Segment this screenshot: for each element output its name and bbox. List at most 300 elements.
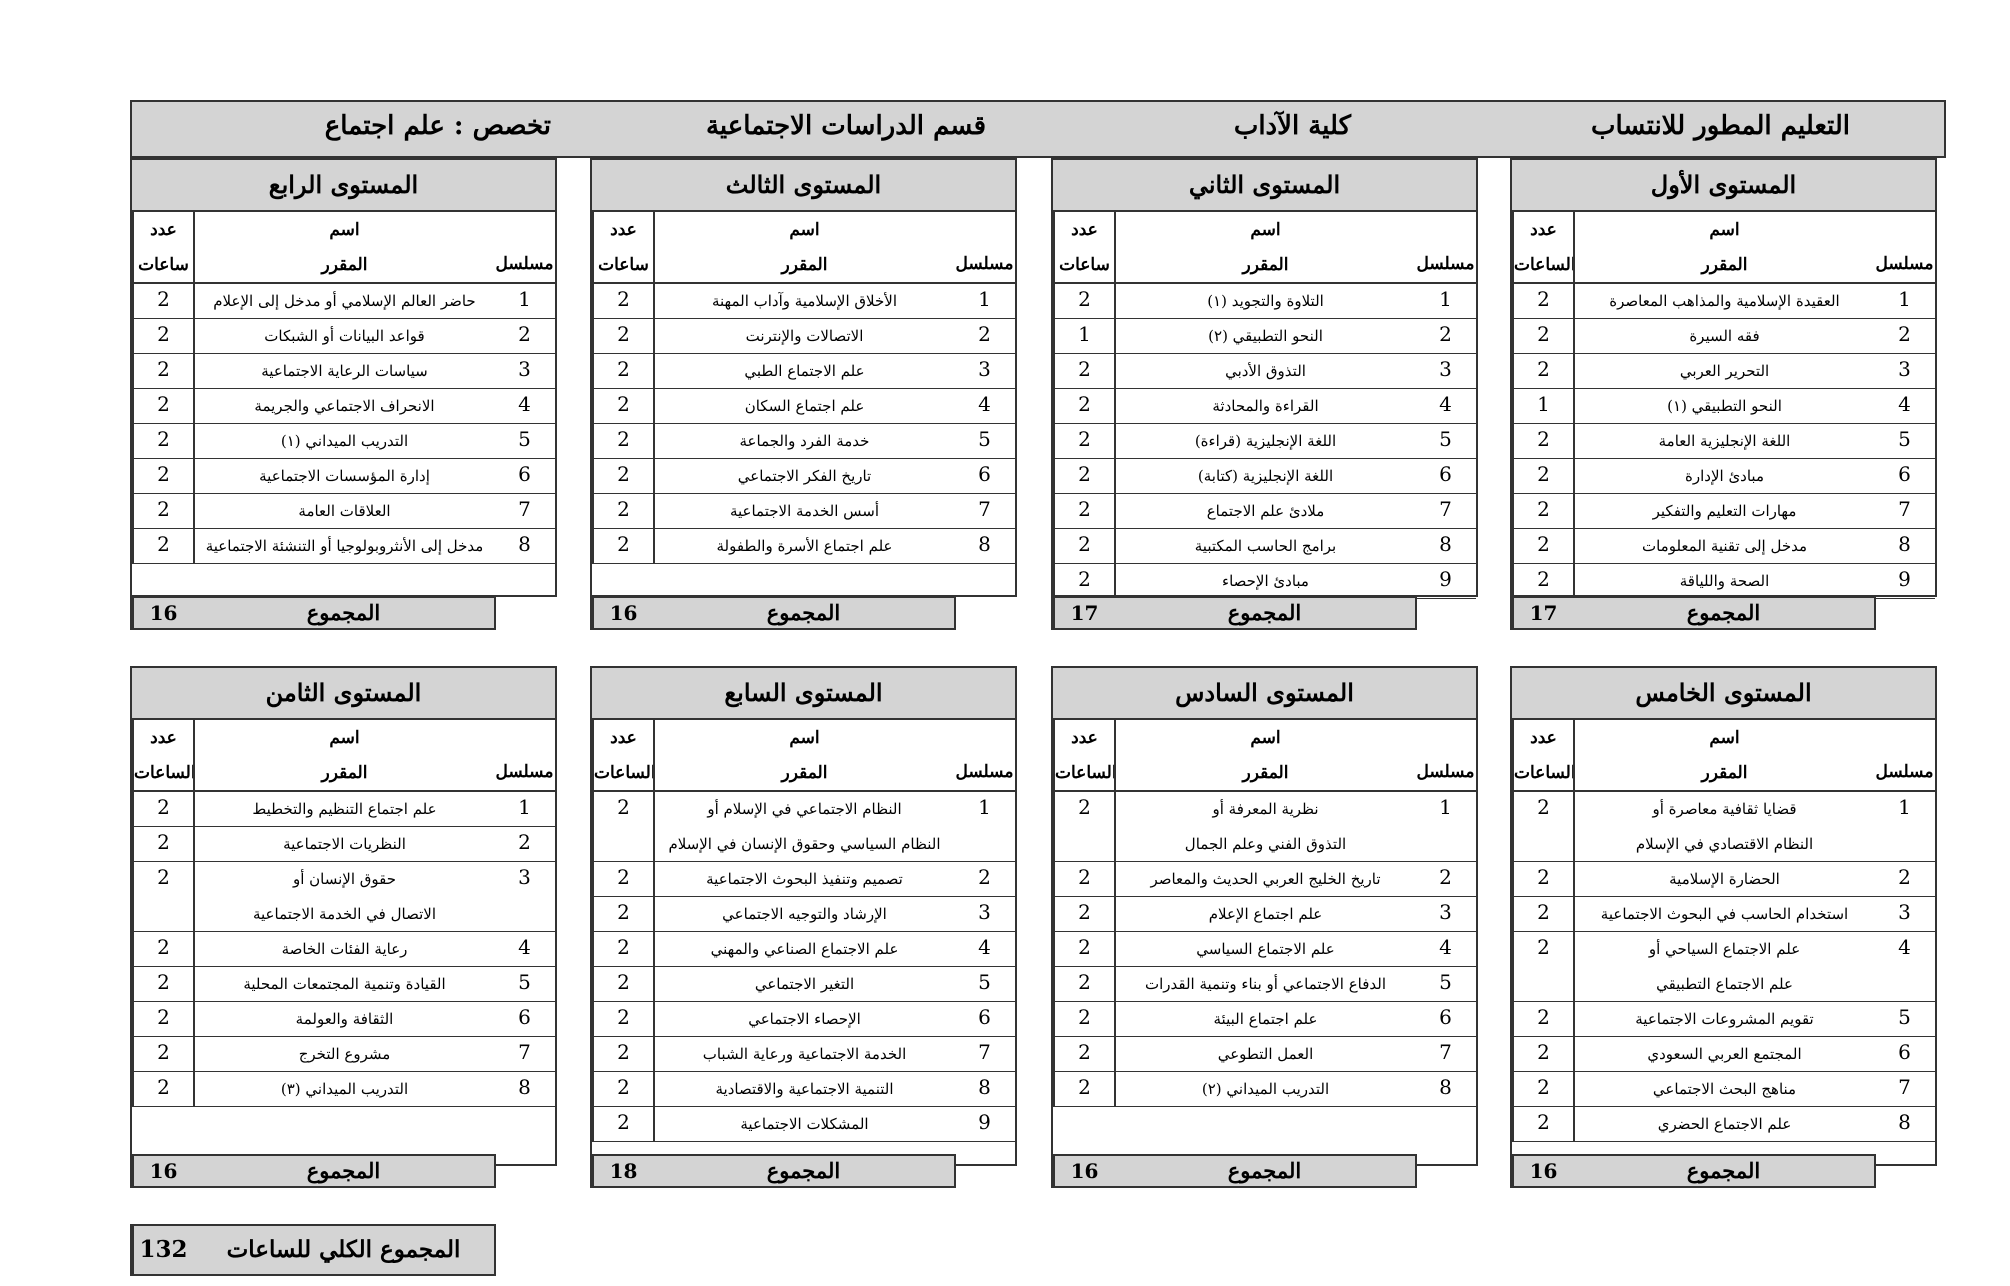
course-row [1053,967,1476,1002]
level-table [130,158,557,597]
course-name-line1: التلاوة والتجويد (١) [1207,292,1324,310]
course-hours: 2 [1053,1002,1114,1036]
course-row [1512,1107,1935,1142]
course-name-line1: علم الاجتماع الحضري [1657,1115,1792,1133]
course-name [1114,897,1415,931]
course-name-line1: علم اجتماع البيئة [1213,1010,1318,1028]
hours-header [592,212,653,282]
course-row [1053,319,1476,354]
course-row [592,897,1015,932]
course-name-line1: علم الاجتماع السياسي [1196,940,1335,958]
course-serial: 1 [978,795,991,819]
name-header [193,720,494,790]
course-name [1114,284,1415,318]
hours-header [1512,212,1576,282]
major-title: تخصص : علم اجتماع [324,111,551,141]
course-serial: 8 [1439,532,1452,556]
hours-header-line1: عدد [1071,219,1098,240]
hours-header-line2: ساعات [598,254,649,275]
course-serial: 6 [1439,1005,1452,1029]
course-hours: 2 [132,1072,193,1106]
course-serial: 6 [518,462,531,486]
course-row [1053,529,1476,564]
course-name-line1: استخدام الحاسب في البحوث الاجتماعية [1600,905,1849,923]
course-row [1053,932,1476,967]
course-name-line1: التحرير العربي [1679,362,1770,380]
course-name [193,424,494,458]
course-serial: 7 [978,1040,991,1064]
course-name-line1: التذوق الأدبي [1225,362,1306,380]
course-name [1114,529,1415,563]
course-serial: 5 [518,427,531,451]
level-total-value: 16 [132,598,193,628]
course-serial: 7 [1439,497,1452,521]
name-header-line2: المقرر [1242,762,1289,783]
hours-header-line1: عدد [610,219,637,240]
course-name-line1: تقويم المشروعات الاجتماعية [1635,1010,1814,1028]
name-header-line2: المقرر [1701,254,1748,275]
course-hours: 2 [592,967,653,1001]
course-name-line2: علم الاجتماع التطبيقي [1656,974,1793,993]
serial-header-line2: مسلسل [1875,762,1934,782]
serial-header [1874,212,1935,282]
level-table [1510,666,1937,1166]
course-name-line2: النظام السياسي وحقوق الإنسان في الإسلام [668,834,941,853]
course-name-line1: التدريب الميداني (٣) [280,1080,409,1098]
level-total-label: المجموع [1686,1158,1761,1183]
course-name-line1: العلاقات العامة [298,502,391,520]
course-hours: 2 [1512,792,1573,861]
course-name-line1: مبادئ الإدارة [1685,467,1764,485]
course-name-line1: الإحصاء الاجتماعي [748,1010,861,1028]
level-table [590,666,1017,1166]
course-hours: 2 [1053,354,1114,388]
hours-header-line2: الساعات [594,762,656,783]
course-serial: 8 [518,532,531,556]
course-serial: 3 [1898,357,1911,381]
course-serial: 2 [518,322,531,346]
course-serial: 8 [978,1075,991,1099]
course-serial: 8 [518,1075,531,1099]
program-title: التعليم المطور للانتساب [1591,111,1850,141]
course-name-line1: مشروع التخرج [298,1045,391,1063]
course-serial: 7 [518,497,531,521]
course-name-line1: حاضر العالم الإسلامي أو مدخل إلى الإعلام [213,292,476,310]
course-name-line1: النظام الاجتماعي في الإسلام أو [707,800,902,819]
course-row [1512,862,1935,897]
level-total-value: 17 [1053,598,1114,628]
hours-header-line1: عدد [1530,727,1557,748]
course-hours: 2 [1053,932,1114,966]
course-hours: 2 [1512,897,1573,931]
course-row [1053,897,1476,932]
name-header [193,212,494,282]
course-name [653,1107,954,1141]
course-rows [592,284,1015,564]
hours-header-line2: الساعات [134,762,196,783]
course-row [592,354,1015,389]
column-headers [592,720,1015,792]
course-name [1573,494,1874,528]
course-serial: 3 [978,357,991,381]
course-name [653,284,954,318]
grand-total-bar [130,1224,496,1276]
course-row [592,862,1015,897]
course-row [1512,354,1935,389]
course-name [1114,459,1415,493]
course-name-line1: الثقافة والعولمة [295,1010,394,1028]
level-title: المستوى الثاني [1053,160,1476,212]
course-row [1053,1072,1476,1107]
course-serial: 1 [518,795,531,819]
serial-header [1874,720,1935,790]
course-row [1512,792,1935,862]
course-hours: 2 [132,932,193,966]
course-hours: 2 [592,1037,653,1071]
course-hours: 2 [1053,862,1114,896]
course-hours: 2 [132,1037,193,1071]
course-hours: 2 [592,529,653,563]
course-row [1512,1072,1935,1107]
level-total-label: المجموع [1227,1158,1302,1183]
course-name-line1: تصميم وتنفيذ البحوث الاجتماعية [706,870,903,888]
name-header [1114,720,1415,790]
course-rows [1512,792,1935,1142]
course-hours: 2 [132,459,193,493]
course-hours: 2 [592,319,653,353]
serial-header [954,720,1015,790]
course-serial: 7 [1439,1040,1452,1064]
course-serial: 1 [1898,287,1911,311]
course-row [132,827,555,862]
level-total-label: المجموع [766,1158,841,1183]
department-title: قسم الدراسات الاجتماعية [705,111,986,141]
course-row [1053,862,1476,897]
course-name-line1: القراءة والمحادثة [1212,397,1319,415]
course-row [1512,897,1935,932]
course-name [193,1037,494,1071]
hours-header-line1: عدد [1071,727,1098,748]
name-header-line1: اسم [1250,219,1281,240]
course-hours: 2 [1512,459,1573,493]
course-serial: 1 [518,287,531,311]
serial-header-line2: مسلسل [1416,762,1475,782]
course-row [132,862,555,932]
course-name [653,1037,954,1071]
level-title: المستوى السادس [1053,668,1476,720]
course-hours: 2 [1053,529,1114,563]
course-serial: 9 [978,1110,991,1134]
level-total [1051,596,1417,630]
course-hours: 2 [592,932,653,966]
course-name-line2: النظام الاقتصادي في الإسلام [1635,834,1814,853]
course-name [1573,1107,1874,1141]
course-row [1512,932,1935,1002]
course-hours: 2 [1053,424,1114,458]
hours-header [132,212,193,282]
level-total-value: 16 [1053,1156,1114,1186]
level-total-value: 18 [592,1156,653,1186]
course-row [132,529,555,564]
course-serial: 6 [1898,462,1911,486]
course-hours: 2 [132,792,193,826]
course-name [653,932,954,966]
level-total [1051,1154,1417,1188]
course-name-line1: التغير الاجتماعي [754,975,855,993]
course-serial: 6 [978,1005,991,1029]
course-row [592,284,1015,319]
course-hours: 2 [1512,862,1573,896]
course-row [132,424,555,459]
course-row [132,1002,555,1037]
course-name-line1: القيادة وتنمية المجتمعات المحلية [243,975,446,993]
course-name-line1: العقيدة الإسلامية والمذاهب المعاصرة [1609,292,1840,310]
level-total [1510,596,1876,630]
course-serial: 5 [1898,427,1911,451]
course-serial: 5 [978,970,991,994]
serial-header-line2: مسلسل [955,762,1014,782]
course-row [592,932,1015,967]
serial-header-line2: مسلسل [1416,254,1475,274]
course-name-line1: إدارة المؤسسات الاجتماعية [259,467,430,485]
course-name [1573,1037,1874,1071]
course-serial: 8 [1439,1075,1452,1099]
hours-header [132,720,196,790]
course-rows [1053,792,1476,1107]
serial-header [494,212,555,282]
course-serial: 6 [1898,1040,1911,1064]
name-header-line2: المقرر [781,762,828,783]
course-serial: 3 [978,900,991,924]
course-name-line1: تاريخ الفكر الاجتماعي [737,467,872,485]
course-row [132,1037,555,1072]
course-name [1114,1037,1415,1071]
course-name [1114,389,1415,423]
course-row [1512,1002,1935,1037]
course-name [193,389,494,423]
course-row [592,1072,1015,1107]
course-serial: 1 [1439,795,1452,819]
course-serial: 4 [978,392,991,416]
course-name-line1: الصحة واللياقة [1679,572,1770,590]
course-hours: 2 [1053,1072,1114,1106]
serial-header-line2: مسلسل [1875,254,1934,274]
course-name [193,284,494,318]
course-row [1053,1002,1476,1037]
course-serial: 7 [1898,497,1911,521]
course-name-line1: الإرشاد والتوجيه الاجتماعي [722,905,887,923]
course-row [1053,389,1476,424]
serial-header [954,212,1015,282]
course-row [132,284,555,319]
course-name [653,319,954,353]
course-serial: 1 [978,287,991,311]
course-name-line1: اللغة الإنجليزية العامة [1658,432,1791,450]
grand-total-label: المجموع الكلي للساعات [226,1236,461,1263]
course-serial: 7 [978,497,991,521]
hours-header [592,720,656,790]
level-total-value: 16 [132,1156,193,1186]
course-serial: 6 [518,1005,531,1029]
course-hours: 1 [1512,389,1573,423]
course-name [1573,424,1874,458]
course-serial: 8 [1898,532,1911,556]
name-header [1114,212,1415,282]
course-name-line1: التدريب الميداني (١) [280,432,409,450]
course-serial: 5 [1439,427,1452,451]
name-header-line1: اسم [789,219,820,240]
level-title: المستوى السابع [592,668,1015,720]
course-serial: 4 [1439,935,1452,959]
course-serial: 3 [518,357,531,381]
course-name [193,932,494,966]
level-title: المستوى الثامن [132,668,555,720]
course-name [1573,284,1874,318]
course-name [1573,862,1874,896]
course-name-line1: المجتمع العربي السعودي [1647,1045,1802,1063]
course-hours: 2 [1512,1072,1573,1106]
course-hours: 2 [132,494,193,528]
course-name-line1: مهارات التعليم والتفكير [1652,502,1797,520]
level-total-label: المجموع [766,600,841,625]
course-serial: 4 [978,935,991,959]
course-hours: 2 [1512,529,1573,563]
course-name-line1: الأخلاق الإسلامية وآداب المهنة [711,292,897,310]
course-serial: 3 [1898,900,1911,924]
hours-header-line2: ساعات [138,254,189,275]
course-name [1573,529,1874,563]
course-name [1114,424,1415,458]
course-serial: 4 [1898,392,1911,416]
course-name [653,424,954,458]
course-row [592,1002,1015,1037]
level-total-value: 16 [592,598,653,628]
course-row [592,424,1015,459]
course-hours: 2 [1512,1107,1573,1141]
course-row [592,1037,1015,1072]
course-hours: 2 [1053,389,1114,423]
course-hours: 2 [132,424,193,458]
course-name-line1: مبادئ الإحصاء [1222,572,1309,590]
course-hours: 2 [132,284,193,318]
hours-header-line2: الساعات [1514,762,1576,783]
course-hours: 2 [1512,424,1573,458]
course-name [1573,897,1874,931]
course-hours: 2 [132,827,193,861]
course-name [1114,792,1415,861]
name-header-line1: اسم [1250,727,1281,748]
course-hours: 2 [132,862,193,931]
level-table [1051,158,1478,597]
course-serial: 7 [518,1040,531,1064]
course-name [1573,1002,1874,1036]
course-name-line2: التذوق الفني وعلم الجمال [1184,834,1347,853]
course-row [592,967,1015,1002]
course-serial: 7 [1898,1075,1911,1099]
course-name [653,389,954,423]
column-headers [132,212,555,284]
course-hours: 2 [592,792,653,861]
course-name-line1: مدخل إلى الأنثروبولوجيا أو التنشئة الاجتماعية [205,537,484,555]
course-name [1114,1072,1415,1106]
course-name-line1: علم الاجتماع الصناعي والمهني [710,940,899,958]
course-hours: 2 [1053,564,1114,598]
course-name [1114,1002,1415,1036]
hours-header-line2: الساعات [1514,254,1576,275]
course-serial: 2 [518,830,531,854]
course-name [1114,494,1415,528]
course-row [1512,564,1935,599]
course-name [1114,932,1415,966]
course-row [132,319,555,354]
course-name [653,459,954,493]
course-hours: 2 [592,389,653,423]
course-hours: 2 [592,494,653,528]
level-title: المستوى الأول [1512,160,1935,212]
course-row [132,354,555,389]
course-hours: 2 [1053,284,1114,318]
level-total-value: 16 [1512,1156,1573,1186]
level-total [130,596,496,630]
course-hours: 2 [592,354,653,388]
course-name [1573,459,1874,493]
course-name-line1: قواعد البيانات أو الشبكات [264,327,425,345]
column-headers [132,720,555,792]
column-headers [592,212,1015,284]
course-name-line1: تاريخ الخليج العربي الحديث والمعاصر [1150,870,1381,888]
course-name-line1: اللغة الإنجليزية (كتابة) [1197,467,1334,485]
name-header-line2: المقرر [321,762,368,783]
level-total-label: المجموع [1227,600,1302,625]
course-hours: 2 [1053,459,1114,493]
course-hours: 2 [592,862,653,896]
course-name-line1: أسس الخدمة الاجتماعية [729,502,880,520]
course-name [193,862,494,931]
course-row [132,792,555,827]
course-name [193,1072,494,1106]
course-row [592,792,1015,862]
serial-header-line2: مسلسل [955,254,1014,274]
course-hours: 2 [1512,319,1573,353]
course-name-line1: سياسات الرعاية الاجتماعية [261,362,428,380]
course-row [592,494,1015,529]
course-name [193,1002,494,1036]
course-name [1573,389,1874,423]
course-serial: 2 [1439,322,1452,346]
course-hours: 2 [1512,932,1573,1001]
serial-header [494,720,555,790]
course-hours: 2 [132,1002,193,1036]
level-table [130,666,557,1166]
course-name [193,792,494,826]
course-hours: 2 [132,967,193,1001]
course-name-line1: علم اجتماع الأسرة والطفولة [716,537,893,555]
course-row [1053,1037,1476,1072]
course-name-line1: رعاية الفئات الخاصة [281,940,408,958]
course-serial: 8 [1898,1110,1911,1134]
course-name [1114,354,1415,388]
course-rows [592,792,1015,1142]
hours-header-line2: ساعات [1059,254,1110,275]
column-headers [1512,212,1935,284]
level-total [1510,1154,1876,1188]
course-name [1573,932,1874,1001]
level-table [1051,666,1478,1166]
serial-header-line2: مسلسل [495,762,554,782]
course-name [193,967,494,1001]
course-name [653,1002,954,1036]
course-name [193,494,494,528]
